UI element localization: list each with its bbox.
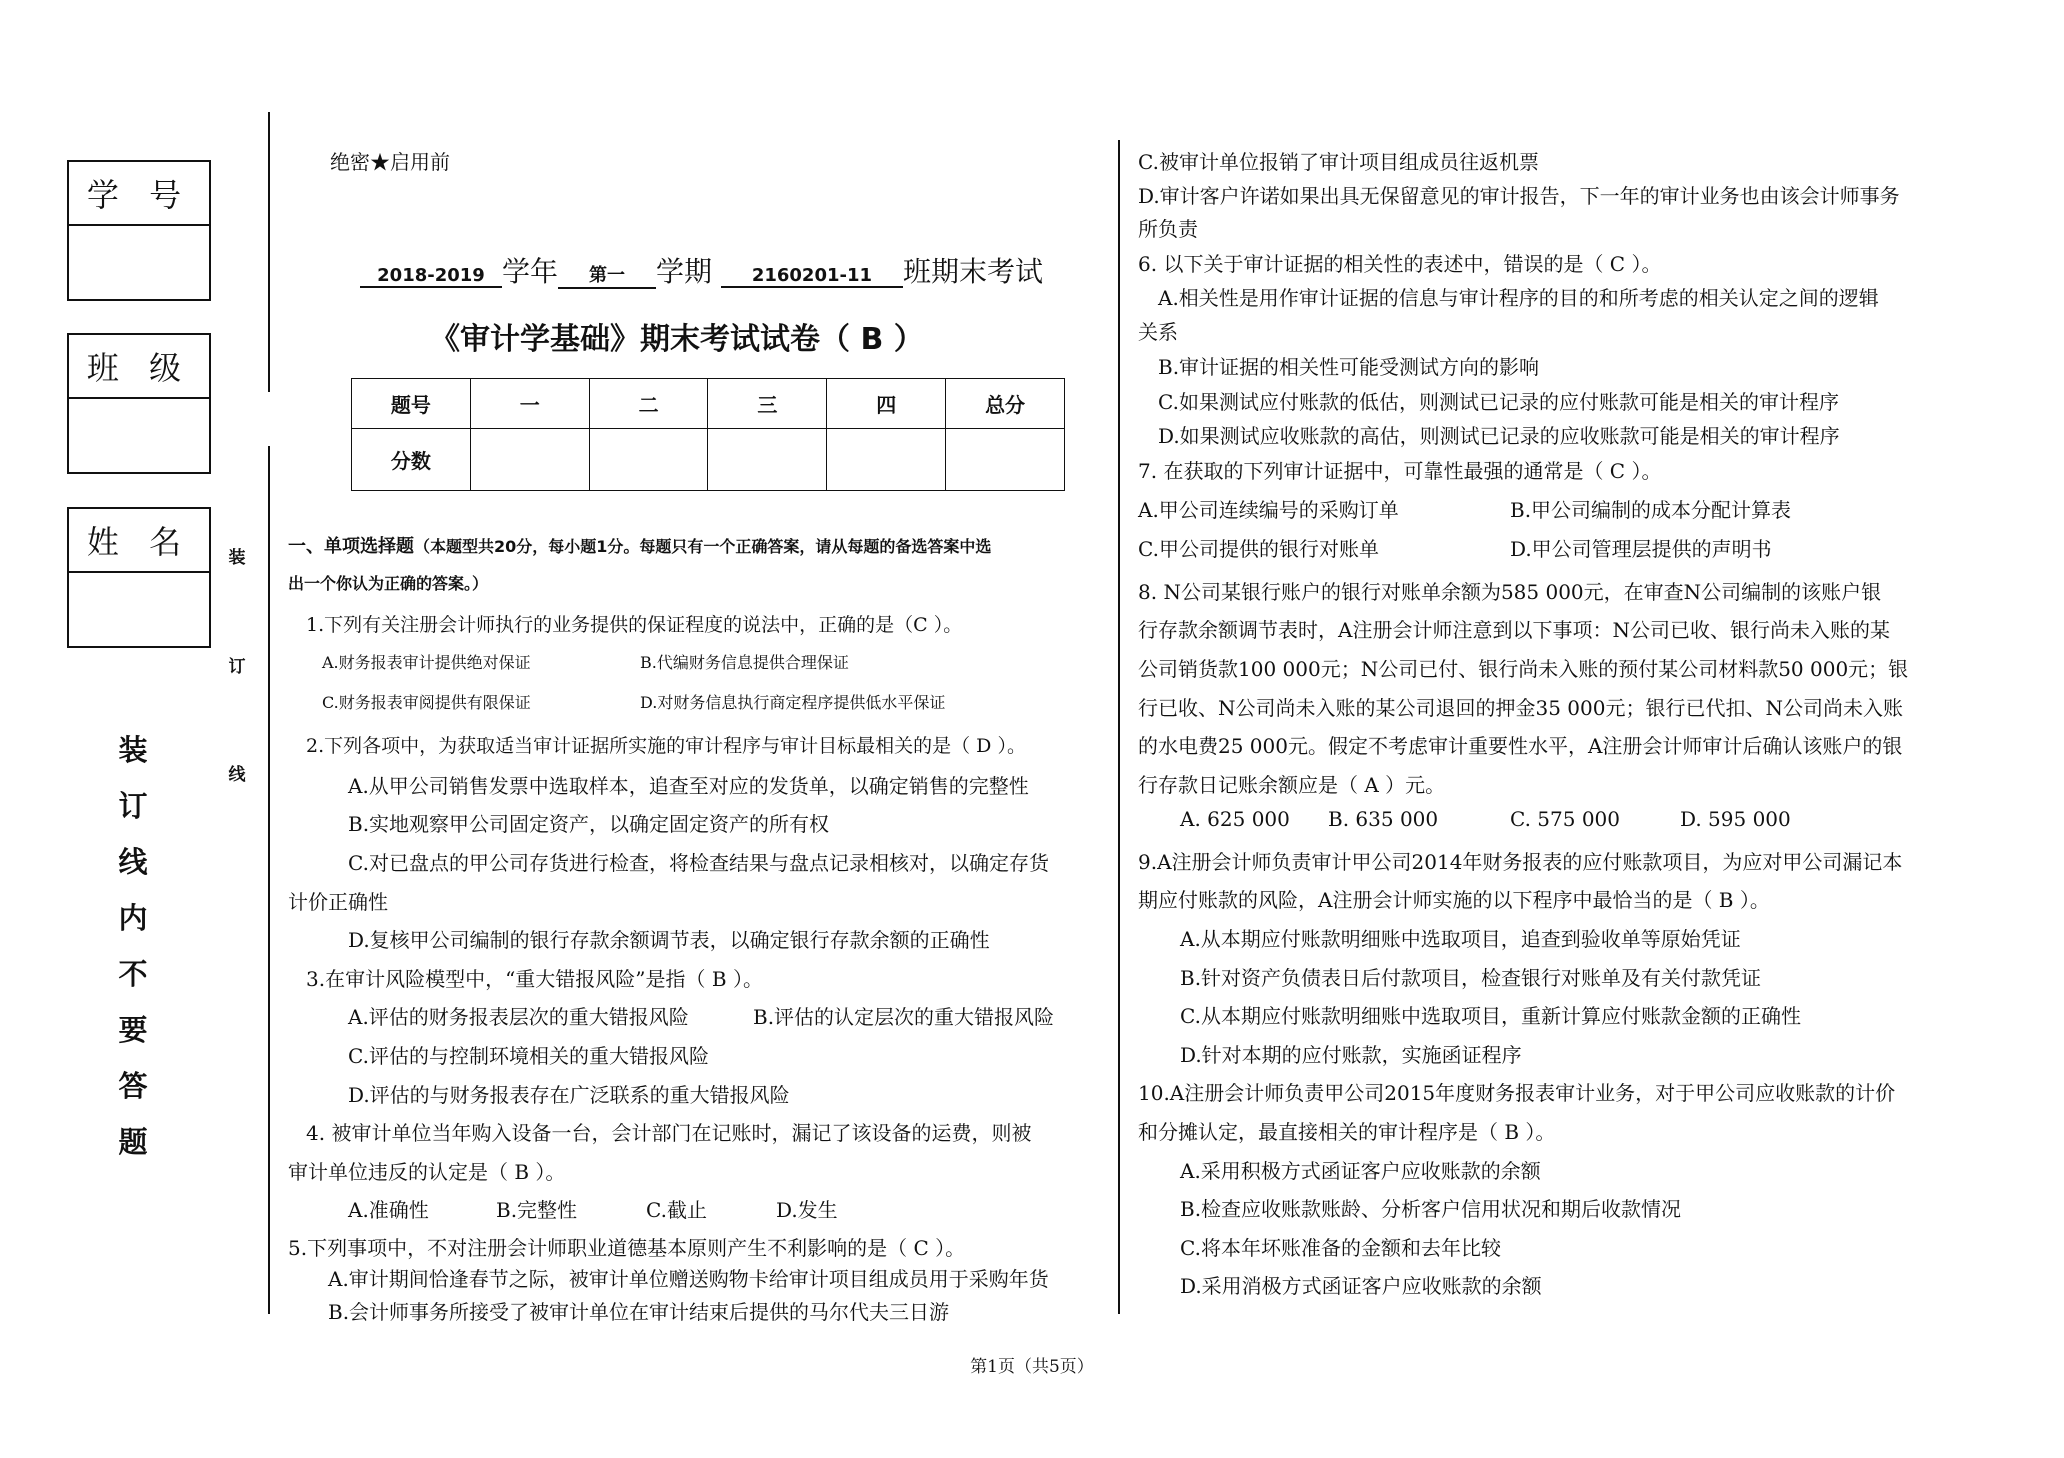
warning-char: 装 (118, 733, 148, 767)
table-cell: 总分 (946, 379, 1065, 429)
exam-header-line (360, 250, 1043, 290)
student-id-label: 学 号 (69, 162, 209, 226)
warning-char: 要 (118, 1013, 148, 1047)
option-line: C.财务报表审阅提供有限保证 (322, 693, 531, 712)
option-line: D.甲公司管理层提供的声明书 (1510, 537, 1772, 561)
option-line: C. 575 000 (1510, 807, 1621, 831)
option-line: B.甲公司编制的成本分配计算表 (1510, 498, 1792, 522)
question-line: 1.下列有关注册会计师执行的业务提供的保证程度的说法中，正确的是（C ）。 (306, 614, 963, 636)
option-line: C.从本期应付账款明细账中选取项目，重新计算应付账款金额的正确性 (1180, 1004, 1801, 1028)
bind-char-2: 订 (228, 657, 246, 677)
option-line: A.审计期间恰逢春节之际，被审计单位赠送购物卡给审计项目组成员用于采购年货 (328, 1267, 1049, 1291)
option-line: B.代编财务信息提供合理保证 (640, 653, 849, 672)
option-line: B.审计证据的相关性可能受测试方向的影响 (1158, 355, 1540, 379)
warning-char: 订 (118, 789, 148, 823)
option-line: D.评估的与财务报表存在广泛联系的重大错报风险 (348, 1083, 790, 1107)
question-line: 5.下列事项中，不对注册会计师职业道德基本原则产生不利影响的是（ C ）。 (288, 1236, 966, 1260)
question-line: 8. N公司某银行账户的银行对账单余额为585 000元，在审查N公司编制的该账户银 (1138, 580, 1882, 604)
name-box (67, 507, 211, 648)
question-line: 期应付账款的风险，A注册会计师实施的以下程序中最恰当的是（ B ）。 (1138, 888, 1770, 912)
option-line: A. 625 000 (1180, 807, 1290, 831)
option-line: D.审计客户许诺如果出具无保留意见的审计报告，下一年的审计业务也由该会计师事务 (1138, 184, 1900, 208)
table-cell: 四 (827, 379, 946, 429)
option-line: D.复核甲公司编制的银行存款余额调节表，以确定银行存款余额的正确性 (348, 928, 990, 952)
bind-char-1: 装 (228, 548, 246, 568)
binding-line-bottom (268, 446, 270, 1314)
option-line: B.完整性 (496, 1198, 578, 1222)
table-cell: 题号 (352, 379, 471, 429)
school-year: 2018-2019 (360, 265, 502, 288)
score-cell[interactable] (470, 429, 589, 491)
option-line: D. 595 000 (1680, 807, 1791, 831)
question-line: 6. 以下关于审计证据的相关性的表述中，错误的是（ C ）。 (1138, 252, 1662, 276)
option-line: C.将本年坏账准备的金额和去年比较 (1180, 1236, 1501, 1260)
class-box (67, 333, 211, 474)
warning-char: 题 (118, 1125, 148, 1159)
question-line: 行存款余额调节表时，A注册会计师注意到以下事项：N公司已收、银行尚未入账的某 (1138, 618, 1890, 642)
term-suffix: 学期 (656, 255, 713, 288)
warning-char: 内 (118, 901, 148, 935)
option-line: 所负责 (1138, 217, 1198, 241)
table-row (352, 429, 1065, 491)
option-line: B.检查应收账款账龄、分析客户信用状况和期后收款情况 (1180, 1197, 1682, 1221)
option-line: 计价正确性 (288, 890, 388, 914)
confidential-mark: 绝密★启用前 (330, 150, 450, 174)
warning-char: 不 (118, 957, 148, 991)
binding-line-top (268, 112, 270, 392)
option-line: C.截止 (646, 1198, 707, 1222)
option-line: A.从本期应付账款明细账中选取项目，追查到验收单等原始凭证 (1180, 927, 1741, 951)
score-cell[interactable] (827, 429, 946, 491)
page-number: 第1页（共5页） (970, 1357, 1094, 1377)
warning-char: 线 (118, 845, 148, 879)
option-line: C.被审计单位报销了审计项目组成员往返机票 (1138, 150, 1539, 174)
table-cell: 二 (589, 379, 708, 429)
option-line: B.会计师事务所接受了被审计单位在审计结束后提供的马尔代夫三日游 (328, 1300, 950, 1324)
option-line: A.相关性是用作审计证据的信息与审计程序的目的和所考虑的相关认定之间的逻辑 (1158, 286, 1879, 310)
term: 第一 (558, 261, 656, 289)
option-line: C.甲公司提供的银行对账单 (1138, 537, 1379, 561)
section-note: （本题型共20分，每小题1分。每题只有一个正确答案，请从每题的备选答案中选 (414, 537, 992, 556)
option-line: A.评估的财务报表层次的重大错报风险 (348, 1005, 689, 1029)
option-line: D.对财务信息执行商定程序提供低水平保证 (640, 693, 946, 712)
question-line: 行存款日记账余额应是（ A ）元。 (1138, 773, 1446, 797)
option-line: A.从甲公司销售发票中选取样本，追查至对应的发货单，以确定销售的完整性 (348, 774, 1029, 798)
option-line: C.如果测试应付账款的低估，则测试已记录的应付账款可能是相关的审计程序 (1158, 390, 1839, 414)
option-line: D.针对本期的应付账款，实施函证程序 (1180, 1043, 1522, 1067)
name-label: 姓 名 (69, 509, 209, 573)
option-line: A.准确性 (348, 1198, 429, 1222)
score-cell[interactable] (589, 429, 708, 491)
option-line: B.针对资产负债表日后付款项目，检查银行对账单及有关付款凭证 (1180, 966, 1762, 990)
question-line: 10.A注册会计师负责甲公司2015年度财务报表审计业务，对于甲公司应收账款的计价 (1138, 1081, 1896, 1105)
school-year-suffix: 学年 (502, 255, 559, 288)
class-number: 2160201-11 (721, 265, 903, 288)
score-table (351, 378, 1065, 491)
question-line: 9.A注册会计师负责审计甲公司2014年财务报表的应付账款项目，为应对甲公司漏记本 (1138, 850, 1903, 874)
class-suffix: 班期末考试 (902, 255, 1043, 288)
exam-title: 《审计学基础》期末考试试卷（ B ） (430, 322, 924, 357)
option-line: 关系 (1138, 320, 1178, 344)
question-line: 7. 在获取的下列审计证据中，可靠性最强的通常是（ C ）。 (1138, 459, 1662, 483)
question-line: 和分摊认定，最直接相关的审计程序是（ B ）。 (1138, 1120, 1556, 1144)
section-note-cont: 出一个你认为正确的答案。） (288, 574, 489, 593)
option-line: A.采用积极方式函证客户应收账款的余额 (1180, 1159, 1541, 1183)
table-cell: 分数 (352, 429, 471, 491)
student-id-box (67, 160, 211, 301)
question-line: 2.下列各项中，为获取适当审计证据所实施的审计程序与审计目标最相关的是（ D ）。 (306, 735, 1026, 757)
score-cell[interactable] (946, 429, 1065, 491)
class-label: 班 级 (69, 335, 209, 399)
question-line: 的水电费25 000元。假定不考虑审计重要性水平，A注册会计师审计后确认该账户的银 (1138, 734, 1903, 758)
option-line: A.甲公司连续编号的采购订单 (1138, 498, 1399, 522)
no-answer-warning (108, 722, 158, 1170)
question-line: 审计单位违反的认定是（ B ）。 (288, 1160, 566, 1184)
warning-char: 答 (118, 1069, 148, 1103)
column-divider (1118, 140, 1120, 1314)
option-line: B.实地观察甲公司固定资产，以确定固定资产的所有权 (348, 812, 830, 836)
option-line: D.发生 (776, 1198, 838, 1222)
section-heading (288, 532, 991, 558)
question-line: 公司销货款100 000元；N公司已付、银行尚未入账的预付某公司材料款50 000元；银 (1138, 657, 1909, 681)
bind-char-3: 线 (228, 765, 246, 785)
option-line: C.评估的与控制环境相关的重大错报风险 (348, 1044, 709, 1068)
option-line: B.评估的认定层次的重大错报风险 (753, 1005, 1055, 1029)
option-line: C.对已盘点的甲公司存货进行检查，将检查结果与盘点记录相核对，以确定存货 (348, 851, 1049, 875)
question-line: 4. 被审计单位当年购入设备一台，会计部门在记账时，漏记了该设备的运费，则被 (306, 1121, 1032, 1145)
option-line: A.财务报表审计提供绝对保证 (322, 653, 531, 672)
section-title: 一、单项选择题 (288, 536, 414, 557)
score-cell[interactable] (708, 429, 827, 491)
table-cell: 三 (708, 379, 827, 429)
question-line: 3.在审计风险模型中，“重大错报风险”是指（ B ）。 (306, 967, 763, 991)
table-cell: 一 (470, 379, 589, 429)
question-line: 行已收、N公司尚未入账的某公司退回的押金35 000元；银行已代扣、N公司尚未入账 (1138, 696, 1903, 720)
table-row (352, 379, 1065, 429)
option-line: D.如果测试应收账款的高估，则测试已记录的应收账款可能是相关的审计程序 (1158, 424, 1840, 448)
option-line: B. 635 000 (1328, 807, 1439, 831)
option-line: D.采用消极方式函证客户应收账款的余额 (1180, 1274, 1542, 1298)
